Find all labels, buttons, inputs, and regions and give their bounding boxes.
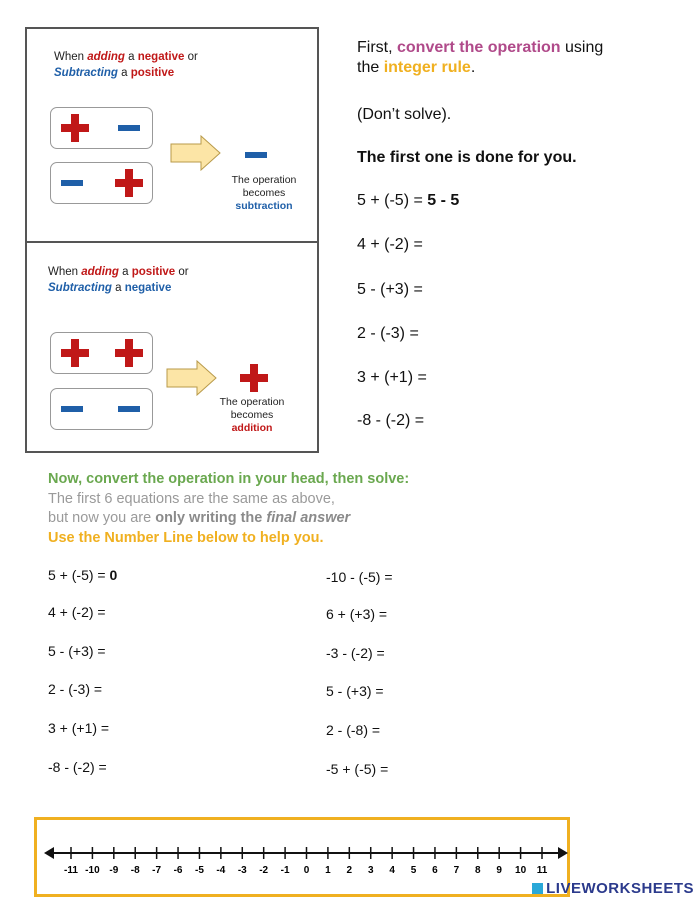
minus-minus-box: [50, 388, 153, 430]
logo-text: LIVEWORKSHEETS: [546, 880, 694, 897]
minus-icon: [118, 125, 140, 131]
equation-text: -8 - (-2) =: [48, 759, 107, 775]
right-arrow-icon: [170, 135, 222, 171]
number-line-label: -11: [64, 865, 78, 876]
subtracting-word: Subtracting: [48, 282, 112, 294]
minus-icon: [118, 406, 140, 412]
equation-text: 5 - (+3) =: [48, 643, 106, 659]
solve-equation[interactable]: [326, 645, 385, 661]
equation-text: 2 - (-3) =: [357, 325, 419, 342]
convert-highlight: convert the operation: [397, 39, 561, 56]
positive-word: positive: [131, 266, 176, 278]
solve-equation[interactable]: [326, 683, 384, 699]
becomes-line: becomes: [230, 409, 274, 421]
number-line-label: -1: [280, 865, 290, 876]
equation-text: 2 - (-8) =: [326, 722, 381, 738]
negative-word: negative: [124, 282, 172, 294]
equation-text: 5 + (-5) =: [357, 192, 428, 209]
equation-text: 4 + (-2) =: [357, 236, 423, 253]
left-arrowhead-icon: [44, 847, 54, 859]
heading-text: a: [118, 266, 132, 278]
equation-text: -5 + (-5) =: [326, 761, 389, 777]
solve-equation[interactable]: [326, 722, 380, 738]
negative-word: negative: [137, 51, 185, 63]
equation-text: 3 + (+1) =: [357, 369, 427, 386]
instructions-intro: [357, 38, 677, 78]
bottom-rule-heading: [48, 264, 298, 296]
final-answer-text: final answer: [266, 510, 351, 526]
number-line-label: -5: [195, 865, 204, 876]
solve-instructions: [48, 470, 668, 548]
number-line-label: -4: [216, 865, 226, 876]
plus-icon: [61, 339, 89, 367]
solve-equation[interactable]: [48, 681, 102, 697]
subtraction-word: subtraction: [235, 200, 293, 212]
heading-text: When: [54, 51, 88, 63]
top-becomes-text: [224, 174, 304, 213]
equation-text: 5 + (-5) =: [48, 567, 110, 583]
dont-solve-note: (Don’t solve).: [357, 106, 452, 123]
panel-divider: [25, 241, 319, 243]
solve-equation[interactable]: [48, 720, 109, 736]
plus-icon: [115, 339, 143, 367]
right-arrowhead-icon: [558, 847, 568, 859]
number-line-label: -9: [109, 865, 119, 876]
integer-rule-highlight: integer rule: [383, 59, 471, 76]
number-line: [34, 817, 570, 897]
liveworksheets-logo: [532, 880, 694, 897]
solve-line: Use the Number Line below to help you.: [48, 529, 324, 546]
number-line-label: -2: [259, 865, 269, 876]
solve-text: only writing the: [155, 510, 267, 526]
equation-text: -8 - (-2) =: [357, 412, 425, 429]
plus-minus-box: [50, 107, 153, 149]
solve-line: [48, 509, 668, 529]
number-line-label: 0: [303, 865, 310, 876]
result-minus-icon: [245, 152, 267, 158]
becomes-line: The operation: [231, 174, 297, 186]
convert-equation[interactable]: [357, 325, 419, 343]
number-line-label: 7: [453, 865, 460, 876]
becomes-line: becomes: [242, 187, 286, 199]
minus-icon: [61, 180, 83, 186]
becomes-line: The operation: [219, 396, 285, 408]
number-line-label: -8: [130, 865, 140, 876]
solve-equation[interactable]: [48, 643, 106, 659]
heading-text: or: [175, 266, 189, 278]
number-line-label: 3: [367, 865, 374, 876]
heading-text: When: [48, 266, 82, 278]
equation-answer: 0: [109, 567, 118, 583]
solve-equation[interactable]: [48, 759, 107, 775]
number-line-label: 2: [346, 865, 353, 876]
intro-text: .: [470, 59, 476, 76]
solve-line: Now, convert the operation in your head, then solve:: [48, 471, 410, 487]
solve-line: The first 6 equations are the same as above,: [48, 490, 335, 507]
equation-text: 4 + (-2) =: [48, 604, 106, 620]
top-rule-heading: [54, 49, 304, 81]
heading-text: or: [184, 51, 198, 63]
convert-equation[interactable]: [357, 281, 423, 299]
minus-plus-box: [50, 162, 153, 204]
convert-equation[interactable]: [357, 412, 424, 430]
adding-word: adding: [87, 51, 125, 63]
plus-plus-box: [50, 332, 153, 374]
number-line-label: 11: [536, 865, 548, 876]
equation-text: 5 - (+3) =: [326, 683, 384, 699]
convert-equation: [357, 192, 459, 210]
intro-text: First,: [357, 39, 397, 56]
convert-equation[interactable]: [357, 369, 427, 387]
equation-text: -3 - (-2) =: [326, 645, 385, 661]
solve-text: but now you are: [48, 510, 156, 526]
intro-text: using: [560, 39, 604, 56]
right-arrow-icon: [166, 360, 218, 396]
solve-equation[interactable]: [48, 604, 106, 620]
number-line-label: -3: [237, 865, 247, 876]
equation-text: 2 - (-3) =: [48, 681, 103, 697]
minus-icon: [61, 406, 83, 412]
heading-text: a: [124, 51, 138, 63]
number-line-label: -6: [173, 865, 183, 876]
equation-text: 6 + (+3) =: [326, 606, 388, 622]
plus-icon: [115, 169, 143, 197]
number-line-label: -10: [85, 865, 100, 876]
number-line-label: 1: [325, 865, 331, 876]
number-line-label: 8: [474, 865, 481, 876]
addition-word: addition: [231, 422, 273, 434]
heading-text: a: [111, 282, 125, 294]
equation-answer: 5 - 5: [427, 192, 460, 209]
plus-icon: [61, 114, 89, 142]
bottom-becomes-text: [212, 396, 292, 435]
positive-word: positive: [130, 67, 175, 79]
number-line-label: 4: [389, 865, 395, 876]
number-line-label: 5: [410, 865, 417, 876]
intro-text: the: [357, 59, 384, 76]
number-line-label: -7: [152, 865, 162, 876]
solve-equation: [48, 567, 117, 583]
solve-equation[interactable]: [326, 606, 387, 622]
logo-icon: [532, 883, 543, 894]
convert-equation[interactable]: [357, 236, 423, 254]
heading-text: a: [117, 67, 131, 79]
number-line-label: 10: [515, 865, 527, 876]
number-line-label: 6: [432, 865, 438, 876]
first-done-note: The first one is done for you.: [357, 149, 577, 166]
equation-text: 5 - (+3) =: [357, 281, 423, 298]
solve-equation[interactable]: [326, 761, 388, 777]
result-plus-icon: [240, 364, 268, 392]
equation-text: -10 - (-5) =: [326, 569, 393, 585]
adding-word: adding: [81, 266, 119, 278]
number-line-label: 9: [496, 865, 502, 876]
solve-equation[interactable]: [326, 569, 393, 585]
subtracting-word: Subtracting: [54, 67, 118, 79]
equation-text: 3 + (+1) =: [48, 720, 110, 736]
